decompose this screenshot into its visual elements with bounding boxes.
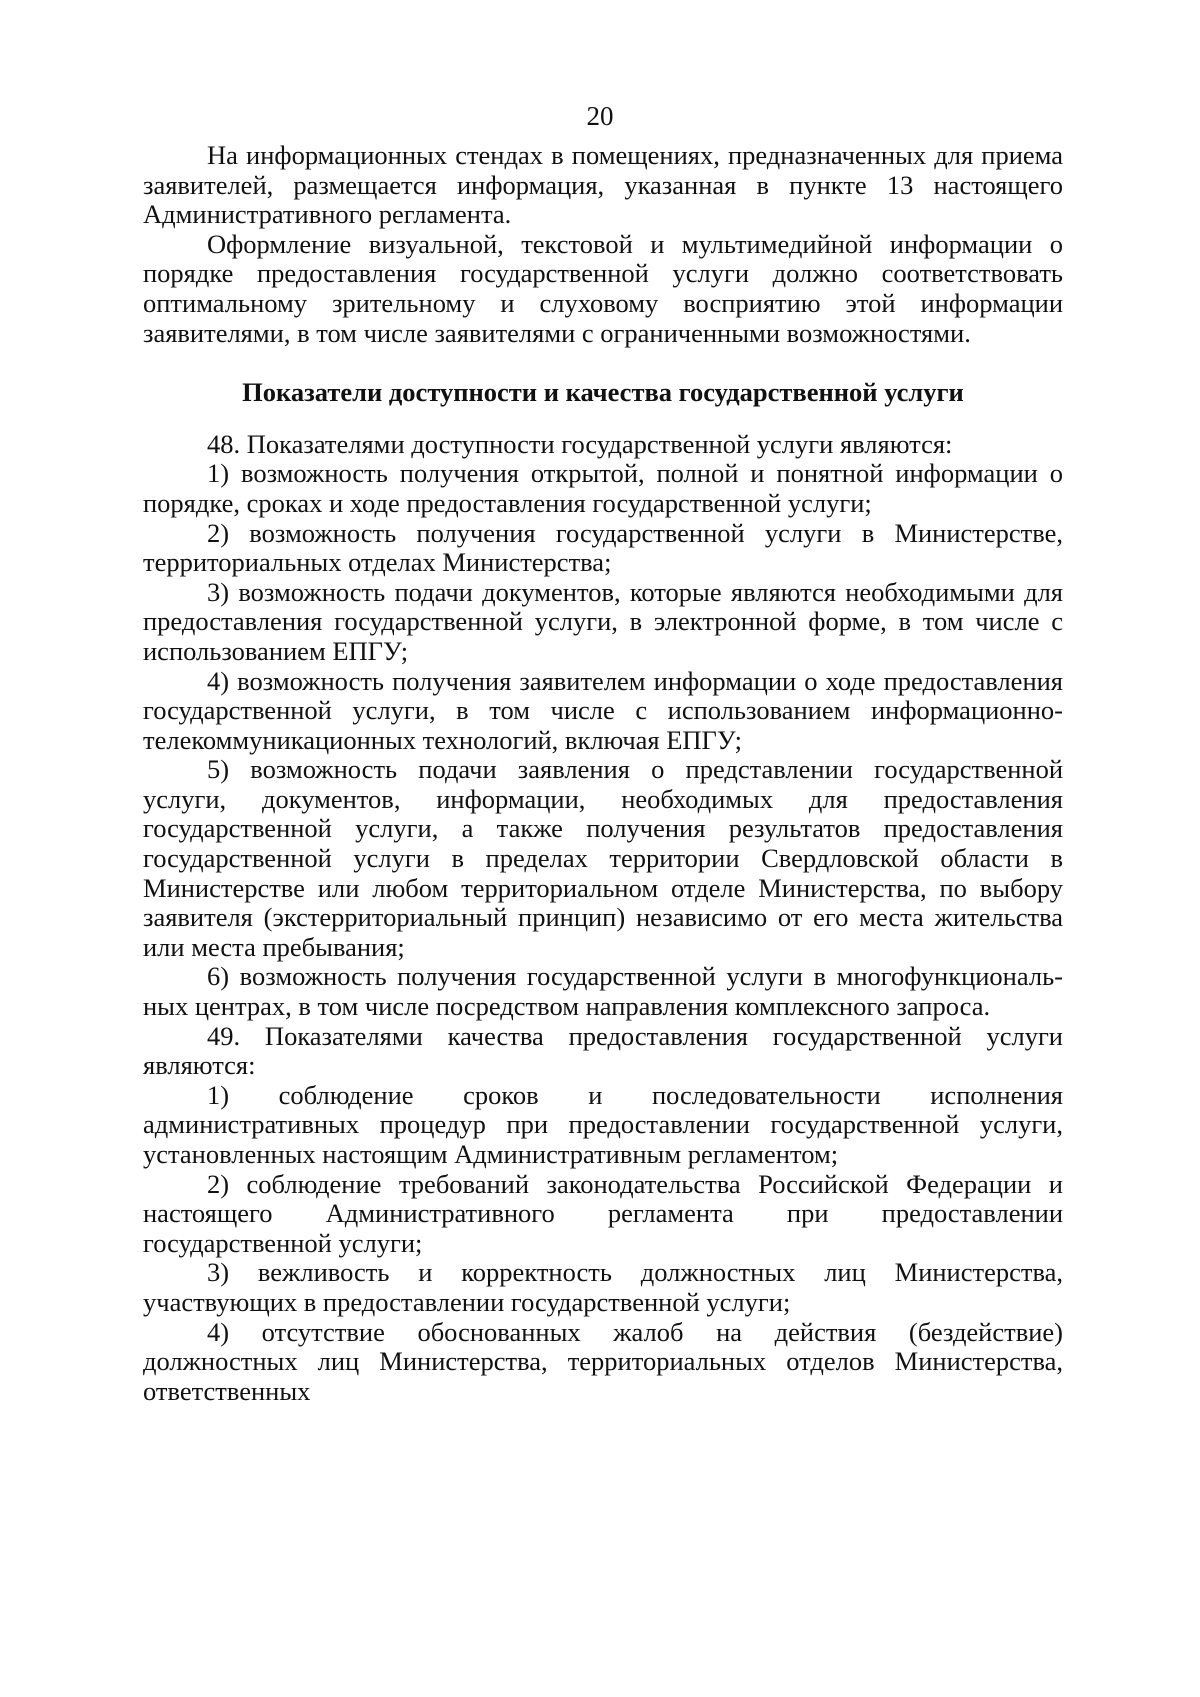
paragraph-info-stands: На информационных стендах в помещениях, предназначенных для приема заявителей, размещается информация, указанная в пункте 13 настоящего Административного регламента. bbox=[143, 140, 1063, 230]
paragraph-48-1: 1) возможность получения открытой, полной и понятной информации о порядке, сроках и ходе предоставления государственной услуги; bbox=[143, 458, 1063, 518]
paragraph-item-49: 49. Показателями качества предоставления государственной услуги являются: bbox=[143, 1020, 1063, 1081]
paragraph-49-4: 4) отсутствие обоснованных жалоб на действия (бездействие) должностных лиц Министерства, территориальных отделов Министерства, ответственных bbox=[143, 1316, 1063, 1406]
document-body bbox=[143, 141, 1063, 1406]
paragraph-item-48: 48. Показателями доступности государственной услуги являются: bbox=[207, 428, 953, 459]
section-heading: Показатели доступности и качества государственной услуги bbox=[242, 377, 964, 408]
page-number: 20 bbox=[586, 101, 614, 131]
paragraph-48-3: 3) возможность подачи документов, которые являются необходимыми для предоставления государственной услуги, в электронной форме, в том числе с использованием ЕПГУ; bbox=[143, 576, 1063, 666]
paragraph-48-4: 4) возможность получения заявителем информации о ходе предоставления государственной услуги, в том числе с использованием информационно-телекоммуникационных технологий, включая ЕПГУ; bbox=[143, 665, 1063, 755]
paragraph-49-2: 2) соблюдение требований законодательства Российской Федерации и настоящего Административного регламента при предоставлении государственной услуги; bbox=[143, 1168, 1063, 1258]
paragraph-info-format: Оформление визуальной, текстовой и мультимедийной информации о порядке предоставления государственной услуги должно соответствовать оптимальному зрительному и слуховому восприятию этой информации заявителями, в том числе заявителями с ограниченными возможностями. bbox=[143, 228, 1063, 348]
paragraph-48-2: 2) возможность получения государственной услуги в Министерстве, территориальных отделах Министерства; bbox=[143, 517, 1063, 578]
paragraph-48-6: 6) возможность получения государственной услуги в многофункциональ-ных центрах, в том числе посредством направления комплексного запроса. bbox=[143, 961, 1063, 1022]
paragraph-49-1: 1) соблюдение сроков и последовательности исполнения административных процедур при предоставлении государственной услуги, установленных настоящим Административным регламентом; bbox=[143, 1079, 1063, 1169]
paragraph-49-3: 3) вежливость и корректность должностных лиц Министерства, участвующих в предоставлении государственной услуги; bbox=[143, 1257, 1063, 1317]
paragraph-48-5: 5) возможность подачи заявления о представлении государственной услуги, документов, информации, необходимых для предоставления государственной услуги, а также получения результатов предоставления государственной услуги в пределах территории Свердловской области в Министерстве или любом территориальном отделе Министерства, по выбору заявителя (экстерриториальный принцип) независимо от его места жительства или места пребывания; bbox=[143, 754, 1063, 962]
